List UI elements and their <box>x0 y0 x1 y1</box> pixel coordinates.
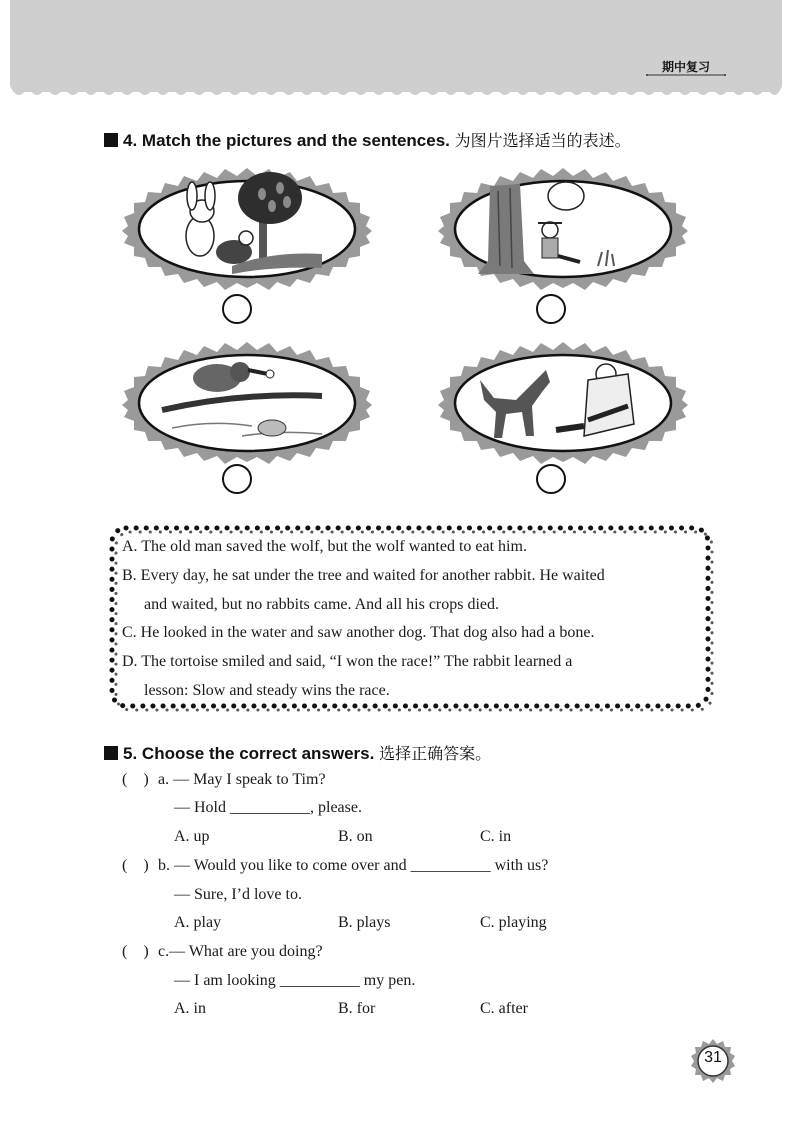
sentence-d: D. The tortoise smiled and said, “I won the race!” The rabbit learned a <box>122 653 573 670</box>
option-b-3[interactable]: C. playing <box>480 914 547 931</box>
section4-number: 4. <box>123 131 138 150</box>
square-bullet-icon <box>104 133 118 147</box>
question-a-stem: a. — May I speak to Tim? <box>158 771 326 788</box>
sentence-a: A. The old man saved the wolf, but the wolf wanted to eat him. <box>122 538 527 555</box>
dog-bone-picture <box>122 340 372 464</box>
sentence-d-cont: lesson: Slow and steady wins the race. <box>144 682 390 699</box>
header-band <box>10 0 782 92</box>
sentence-c: C. He looked in the water and saw another dog. That dog also had a bone. <box>122 624 595 641</box>
section5-heading: Choose the correct answers. <box>141 744 375 763</box>
answer-bracket-a[interactable]: ( ) <box>122 771 149 788</box>
square-bullet-icon <box>104 746 118 760</box>
sentence-b: B. Every day, he sat under the tree and waited for another rabbit. He waited <box>122 567 605 584</box>
question-c-stem: c.— What are you doing? <box>158 943 323 960</box>
option-a-1[interactable]: A. up <box>174 828 210 845</box>
option-b-2[interactable]: B. plays <box>338 914 391 931</box>
page-number: 31 <box>704 1049 722 1066</box>
answer-circle-1[interactable] <box>222 294 252 324</box>
question-a-reply: — Hold __________, please. <box>174 799 362 816</box>
section5-heading-cn: 选择正确答案。 <box>379 744 492 763</box>
section4-heading-cn: 为图片选择适当的表述。 <box>454 131 631 150</box>
section4-title <box>104 128 631 151</box>
answer-bracket-b[interactable]: ( ) <box>122 857 149 874</box>
question-c-reply: — I am looking __________ my pen. <box>174 972 416 989</box>
question-b-stem: b. — Would you like to come over and __________ with us? <box>158 857 549 874</box>
header-tag: 期中复习 <box>661 60 710 74</box>
farmer-tree-picture <box>438 166 688 290</box>
option-a-3[interactable]: C. in <box>480 828 512 845</box>
sentence-b-cont: and waited, but no rabbits came. And all his crops died. <box>144 596 500 613</box>
option-c-3[interactable]: C. after <box>480 1000 528 1017</box>
section5-number: 5. <box>123 744 138 763</box>
header-underline <box>646 74 726 76</box>
question-b-reply: — Sure, I’d love to. <box>174 886 302 903</box>
answer-circle-3[interactable] <box>222 464 252 494</box>
scalloped-edge <box>10 86 782 104</box>
option-c-2[interactable]: B. for <box>338 1000 376 1017</box>
answer-circle-4[interactable] <box>536 464 566 494</box>
section5-title <box>104 741 491 764</box>
answer-bracket-c[interactable]: ( ) <box>122 943 149 960</box>
section4-heading: Match the pictures and the sentences. <box>141 131 450 150</box>
option-b-1[interactable]: A. play <box>174 914 222 931</box>
rabbit-tortoise-picture <box>122 166 372 290</box>
wolf-oldman-picture <box>438 340 688 464</box>
answer-circle-2[interactable] <box>536 294 566 324</box>
option-a-2[interactable]: B. on <box>338 828 373 845</box>
option-c-1[interactable]: A. in <box>174 1000 206 1017</box>
